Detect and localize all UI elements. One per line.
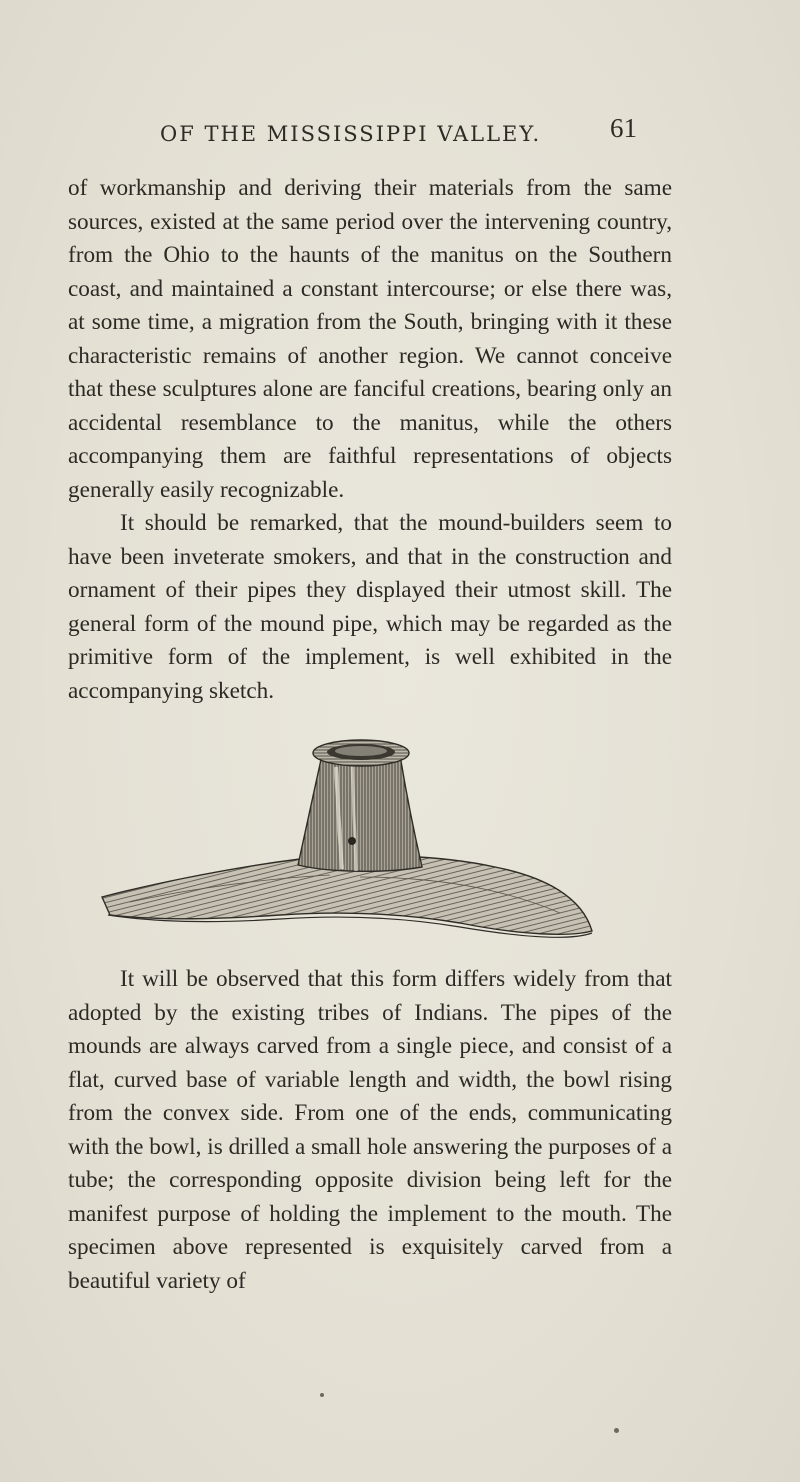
paragraph-2-text: It should be remarked, that the mound-builders seem to have been inveterate smokers, and that in the construction and ornament of their pipes they displayed their utmost skill. The general form of the mound pipe, which may be regarded as the primitive form of the implement, is well exhibited in the accompanying sketch. — [68, 510, 672, 704]
paragraph-2 — [68, 507, 672, 708]
page-number: 61 — [610, 113, 637, 143]
paper-speck — [320, 1393, 324, 1397]
mound-pipe-figure — [100, 737, 595, 943]
pipe-bowl — [298, 755, 422, 871]
paragraph-3 — [68, 963, 672, 1298]
paragraph-1-text: of workmanship and deriving their materials from the same sources, existed at the same period over the intervening country, from the Ohio to the haunts of the manitus on the Southern coast, and maintained a constant intercourse; or else there was, at some time, a migration from the South, bringing with it these characteristic remains of another region. We cannot conceive that these sculptures alone are fanciful creations, bearing only an accidental resemblance to the manitus, while the others accompanying them are faithful representations of objects generally easily recognizable. — [68, 175, 672, 503]
paper-speck — [614, 1428, 619, 1433]
paragraph-3-text: It will be observed that this form differs widely from that adopted by the existing tribes of Indians. The pipes of the mounds are always carved from a single piece, and consist of a flat, curved base of variable length and width, the bowl rising from the convex side. From one of the ends, communicating with the bowl, is drilled a small hole answering the purposes of a tube; the corresponding opposite division being left for the manifest purpose of holding the implement to the mouth. The specimen above represented is exquisitely carved from a beautiful variety of — [68, 966, 672, 1294]
paragraph-1 — [68, 172, 672, 507]
pipe-hole — [348, 837, 356, 845]
running-head: OF THE MISSISSIPPI VALLEY. — [160, 122, 542, 146]
